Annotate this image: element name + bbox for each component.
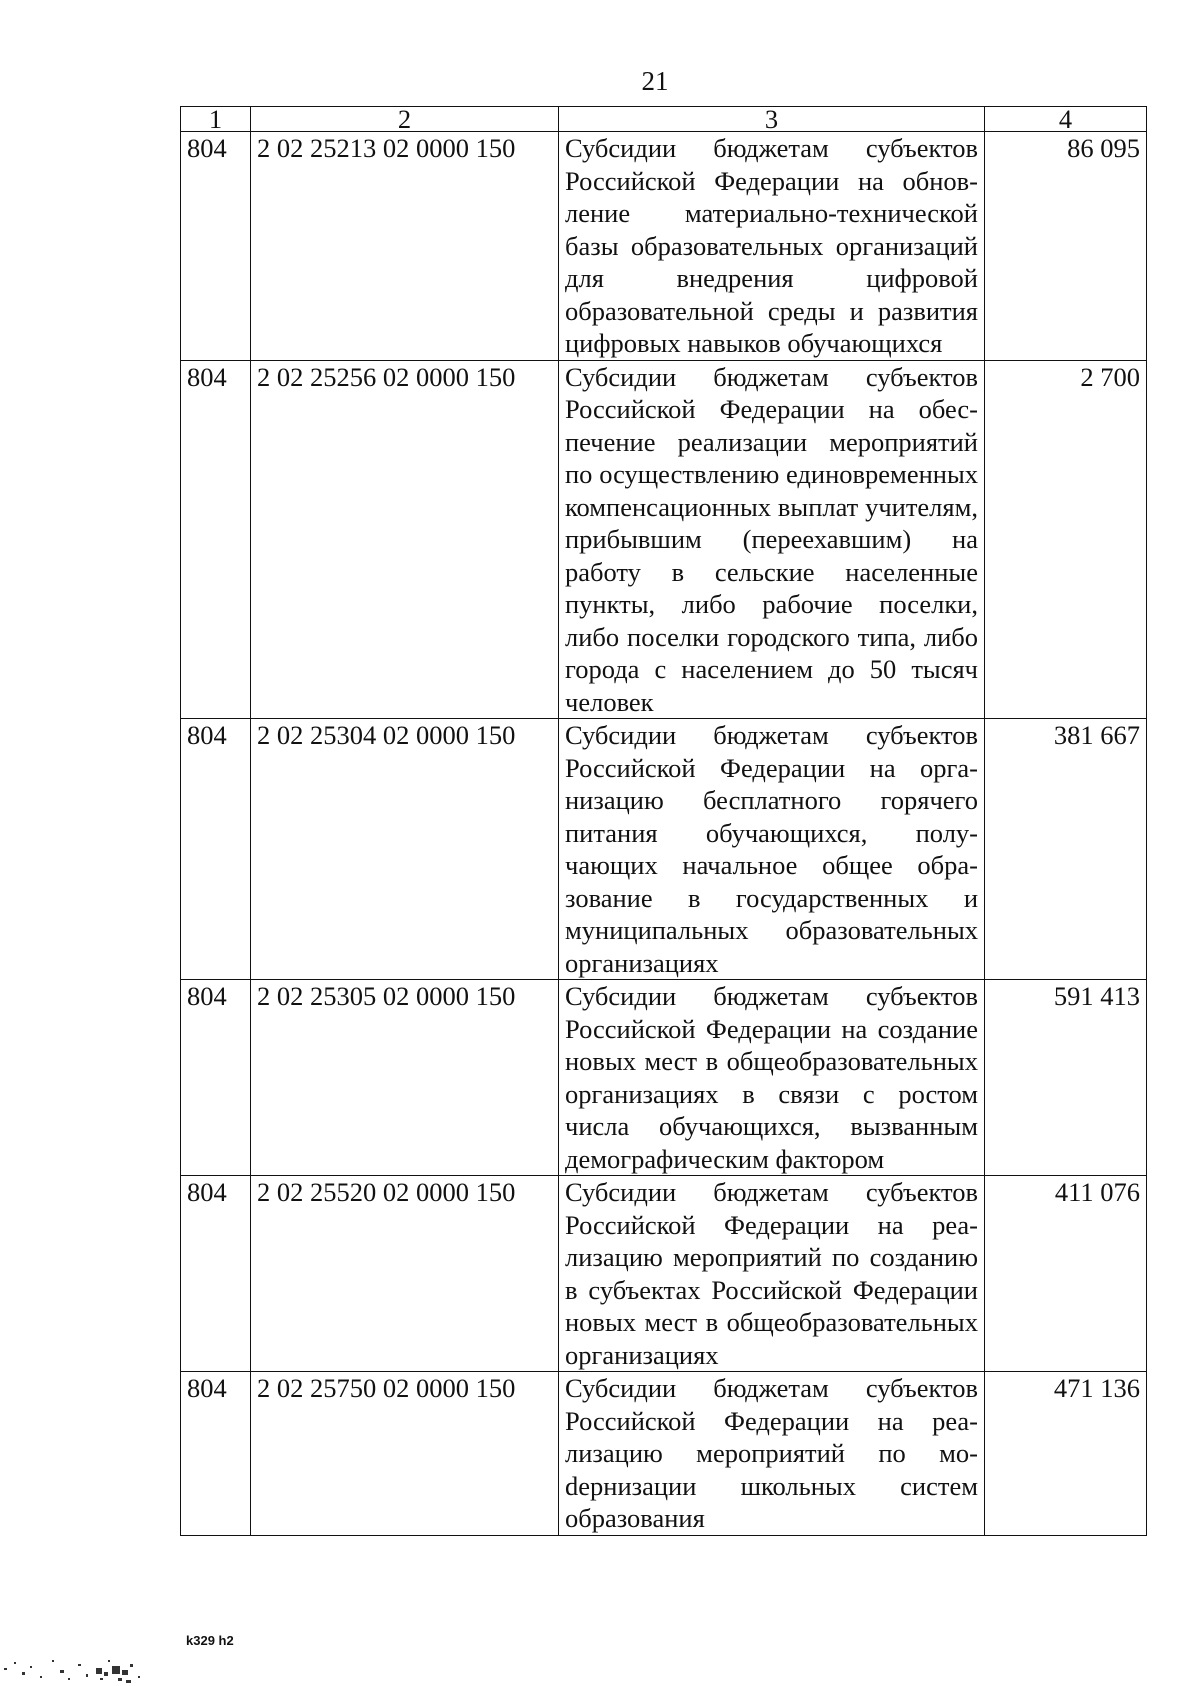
footer-document-code: k329 h2 xyxy=(186,1633,234,1648)
description-cell: Субсидии бюджетам субъектов Российской Федерации на обновление материально-технической базы образовательных организаций для внедрения цифровой образовательной среды и развития цифровых навыков обучающихся xyxy=(559,132,985,361)
header-col-1: 1 xyxy=(181,107,251,132)
table-row xyxy=(181,1176,1147,1372)
header-col-3: 3 xyxy=(559,107,985,132)
admin-code-cell: 804 xyxy=(181,360,251,719)
header-col-4: 4 xyxy=(985,107,1147,132)
amount-cell: 591 413 xyxy=(985,980,1147,1176)
amount-cell: 381 667 xyxy=(985,719,1147,980)
description-cell: Субсидии бюджетам субъектов Российской Федерации на реализацию мероприятий по моdернизации школьных систем образования xyxy=(559,1372,985,1536)
scan-noise-mark xyxy=(0,1650,150,1686)
budget-code-cell: 2 02 25305 02 0000 150 xyxy=(251,980,559,1176)
table-row xyxy=(181,132,1147,361)
admin-code-cell: 804 xyxy=(181,1176,251,1372)
description-cell: Субсидии бюджетам субъектов Российской Федерации на организацию бесплатного горячего питания обучающихся, получающих начальное общее образование в государственных и муниципальных образовательных организациях xyxy=(559,719,985,980)
description-cell: Субсидии бюджетам субъектов Российской Федерации на обеспечение реализации мероприятий по осуществлению единовременных компенсационных выплат учителям, прибывшим (переехавшим) на работу в сельские населенные пункты, либо рабочие поселки, либо поселки городского типа, либо города с населением до 50 тысяч человек xyxy=(559,360,985,719)
header-row xyxy=(181,107,1147,132)
table-row xyxy=(181,980,1147,1176)
budget-code-cell: 2 02 25750 02 0000 150 xyxy=(251,1372,559,1536)
admin-code-cell: 804 xyxy=(181,980,251,1176)
description-cell: Субсидии бюджетам субъектов Российской Федерации на реализацию мероприятий по созданию в субъектах Российской Федерации новых мест в общеобразовательных организациях xyxy=(559,1176,985,1372)
table-row xyxy=(181,719,1147,980)
header-col-2: 2 xyxy=(251,107,559,132)
page-number: 21 xyxy=(641,66,669,96)
description-cell: Субсидии бюджетам субъектов Российской Федерации на создание новых мест в общеобразовательных организациях в связи с ростом числа обучающихся, вызванным демографическим фактором xyxy=(559,980,985,1176)
budget-code-cell: 2 02 25520 02 0000 150 xyxy=(251,1176,559,1372)
admin-code-cell: 804 xyxy=(181,132,251,361)
budget-code-cell: 2 02 25256 02 0000 150 xyxy=(251,360,559,719)
admin-code-cell: 804 xyxy=(181,719,251,980)
amount-cell: 86 095 xyxy=(985,132,1147,361)
table-row xyxy=(181,1372,1147,1536)
amount-cell: 2 700 xyxy=(985,360,1147,719)
admin-code-cell: 804 xyxy=(181,1372,251,1536)
amount-cell: 471 136 xyxy=(985,1372,1147,1536)
budget-table xyxy=(180,106,1147,1536)
amount-cell: 411 076 xyxy=(985,1176,1147,1372)
budget-code-cell: 2 02 25304 02 0000 150 xyxy=(251,719,559,980)
budget-code-cell: 2 02 25213 02 0000 150 xyxy=(251,132,559,361)
table-row xyxy=(181,360,1147,719)
